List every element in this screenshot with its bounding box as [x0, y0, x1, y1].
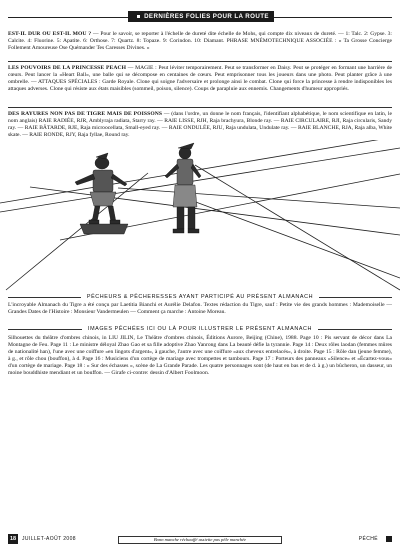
section-title-text: IMAGES PÊCHÉES ICI OU LÀ POUR ILLUSTRER LE PRÉSENT ALMANACH [82, 326, 318, 332]
paragraph-text: — MAGIE : Peut léviter temporairement. Peut se transformer en Daisy. Peut se protéger en formant une barrière de cœurs. Peut lancer la «Heart Ball», une balle qui se décompose en centaines de cœurs. Peut emprisonner tous les joueurs dans une photo. Peut planter grâce à une ombrelle. — ATTAQUES SPÉCIALES : Garde Royale. Clone qui soigne l'adversaire et prolonge ainsi le combat. Clone qui force la princesse à rendre indisponibles les attaques adverses. Clone qui résiste aux états maisibles (sommeil, poison, silence). Coups de parapluie aux ennemis. Changements d'humeur appropriés. [8, 65, 392, 93]
puppet-right [165, 143, 201, 233]
section-title [8, 293, 392, 302]
contributors-paragraph [8, 302, 392, 316]
paragraph-text: L'incroyable Almanach du Tigre a été conçu par Laetitia Bianchi et Aurélie Delafon. Textes rédaction du Tigre, sauf : Petite vie des grands hommes : Mademoiselle — Grandes Dates de l'Histoire : Monsieur Vandermeulen — Comment ça marche : Antoine Moreau. [8, 302, 392, 316]
rays-paragraph [8, 111, 392, 139]
issue-date: JUILLET-AOÛT 2008 [22, 536, 76, 542]
bullet-icon [200, 26, 203, 29]
paragraph-lead: DES RAYURES NON PAS DE TIGRE MAIS DE POISSONS [8, 111, 163, 117]
paragraph-text: — Pour le savoir, se reporter à l'échelle de dureté dite échelle de Mohs, qui compte dix niveaux de dureté. — 1: Talc. 2: Gypse. 3: Calcite. 4: Fluorine. 5: Apatite. 6: Orthose. 7: Quartz. 8: Topaze. 9: Corindon. 10: Diamant. PHRASE MNÉMOTECHNIQUE ASSOCIÉE : « Ta Grosse Concierge Follement Amoureuse Ose Quémander Tes Caresses Divines. » [8, 31, 392, 52]
paragraph-text: — (dans l'ordre, un donne le nom français, l'identifiant alphabétique, le nom scientifique en latin, le nom anglais) RAIE RADIÉE, RJR, Amblyraja radiata, Starry ray. — RAIE LISSE, RJH, Raja brachyura, Blonde ray. — RAIE CIRCULAIRE, RJI, Raja circularis, Sandy ray. — RAIE BÂTARDE, RJE, Raja microocellata, Small-eyed ray. — RAIE ONDULÉE, RJU, Raja undulata, Undulate ray. — RAIE BLANCHE, RJA, Raja alba, White skate. — RAIE RONDE, RJY, Raja fyllae, Round ray. [8, 111, 392, 139]
end-square-icon [386, 536, 392, 542]
page-number: 18 [9, 536, 17, 542]
paragraph-lead: EST-IL DUR OU EST-IL MOU ? [8, 31, 92, 37]
footer-section: PÉCHÉ [358, 536, 378, 542]
divider [8, 107, 392, 108]
image-credits-paragraph [8, 335, 392, 378]
shadow-puppets-illustration [0, 140, 400, 295]
bullet-icon [137, 15, 140, 18]
princess-peach-paragraph [8, 65, 392, 93]
section-title [8, 325, 392, 334]
header-title: DERNIÈRES FOLIES POUR LA ROUTE [144, 13, 269, 20]
footer-tagline: Bonn manche réchauffé assiette pas pêle manchée [118, 536, 282, 544]
page-footer [8, 534, 392, 544]
header-banner [128, 11, 274, 22]
puppet-rods [0, 140, 400, 290]
section-title-text: PÊCHEURS & PÊCHERESSES AYANT PARTICIPÉ AU PRÉSENT ALMANACH [81, 294, 319, 300]
divider [8, 61, 392, 62]
mohs-scale-paragraph [8, 31, 392, 52]
paragraph-lead: LES POUVOIRS DE LA PRINCESSE PEACH [8, 65, 127, 71]
paragraph-text: Silhouettes du théâtre d'ombres chinois, in LIU JILIN, Le Théâtre d'ombres chinois, Éditions Aurore, Beijing (Chine), 1988. Page 10 : Pis servant de décor dans La Montagne de Feu. Page 11 : Le ministre déloyal Zhao Gao et sa fille adoptive Zhao Yanrong dans La beauté défie la tyrannie. Page 14 : Deux rôles laodan (femmes mûres de nationalité han), l'une avec une coiffure «en lingots d'argent», à gauche, l'autre avec une coiffure «aux cheveux entrelacés», à droite. Page 15 : Rôle dan (jeune femme), à g., et rôle chou (bouffon), à d. Page 16 : Musiciens d'un cortège de mariage avec trompettes et tambours. Page 17 : Porteurs des panneaux «Silence» et «Écartez-vous» d'un cortège de mariage. Page 18 : « Sur des échasses », scène de La Grande Parade. Les quatre personnages sont (de haut en bas et de d. à g.) un bûcheron, un dasseur, un moine bouddhiste mendiant et un bouffon. — Girafe ci-contre: dessin d'Albert Foolmoon. [8, 335, 392, 377]
